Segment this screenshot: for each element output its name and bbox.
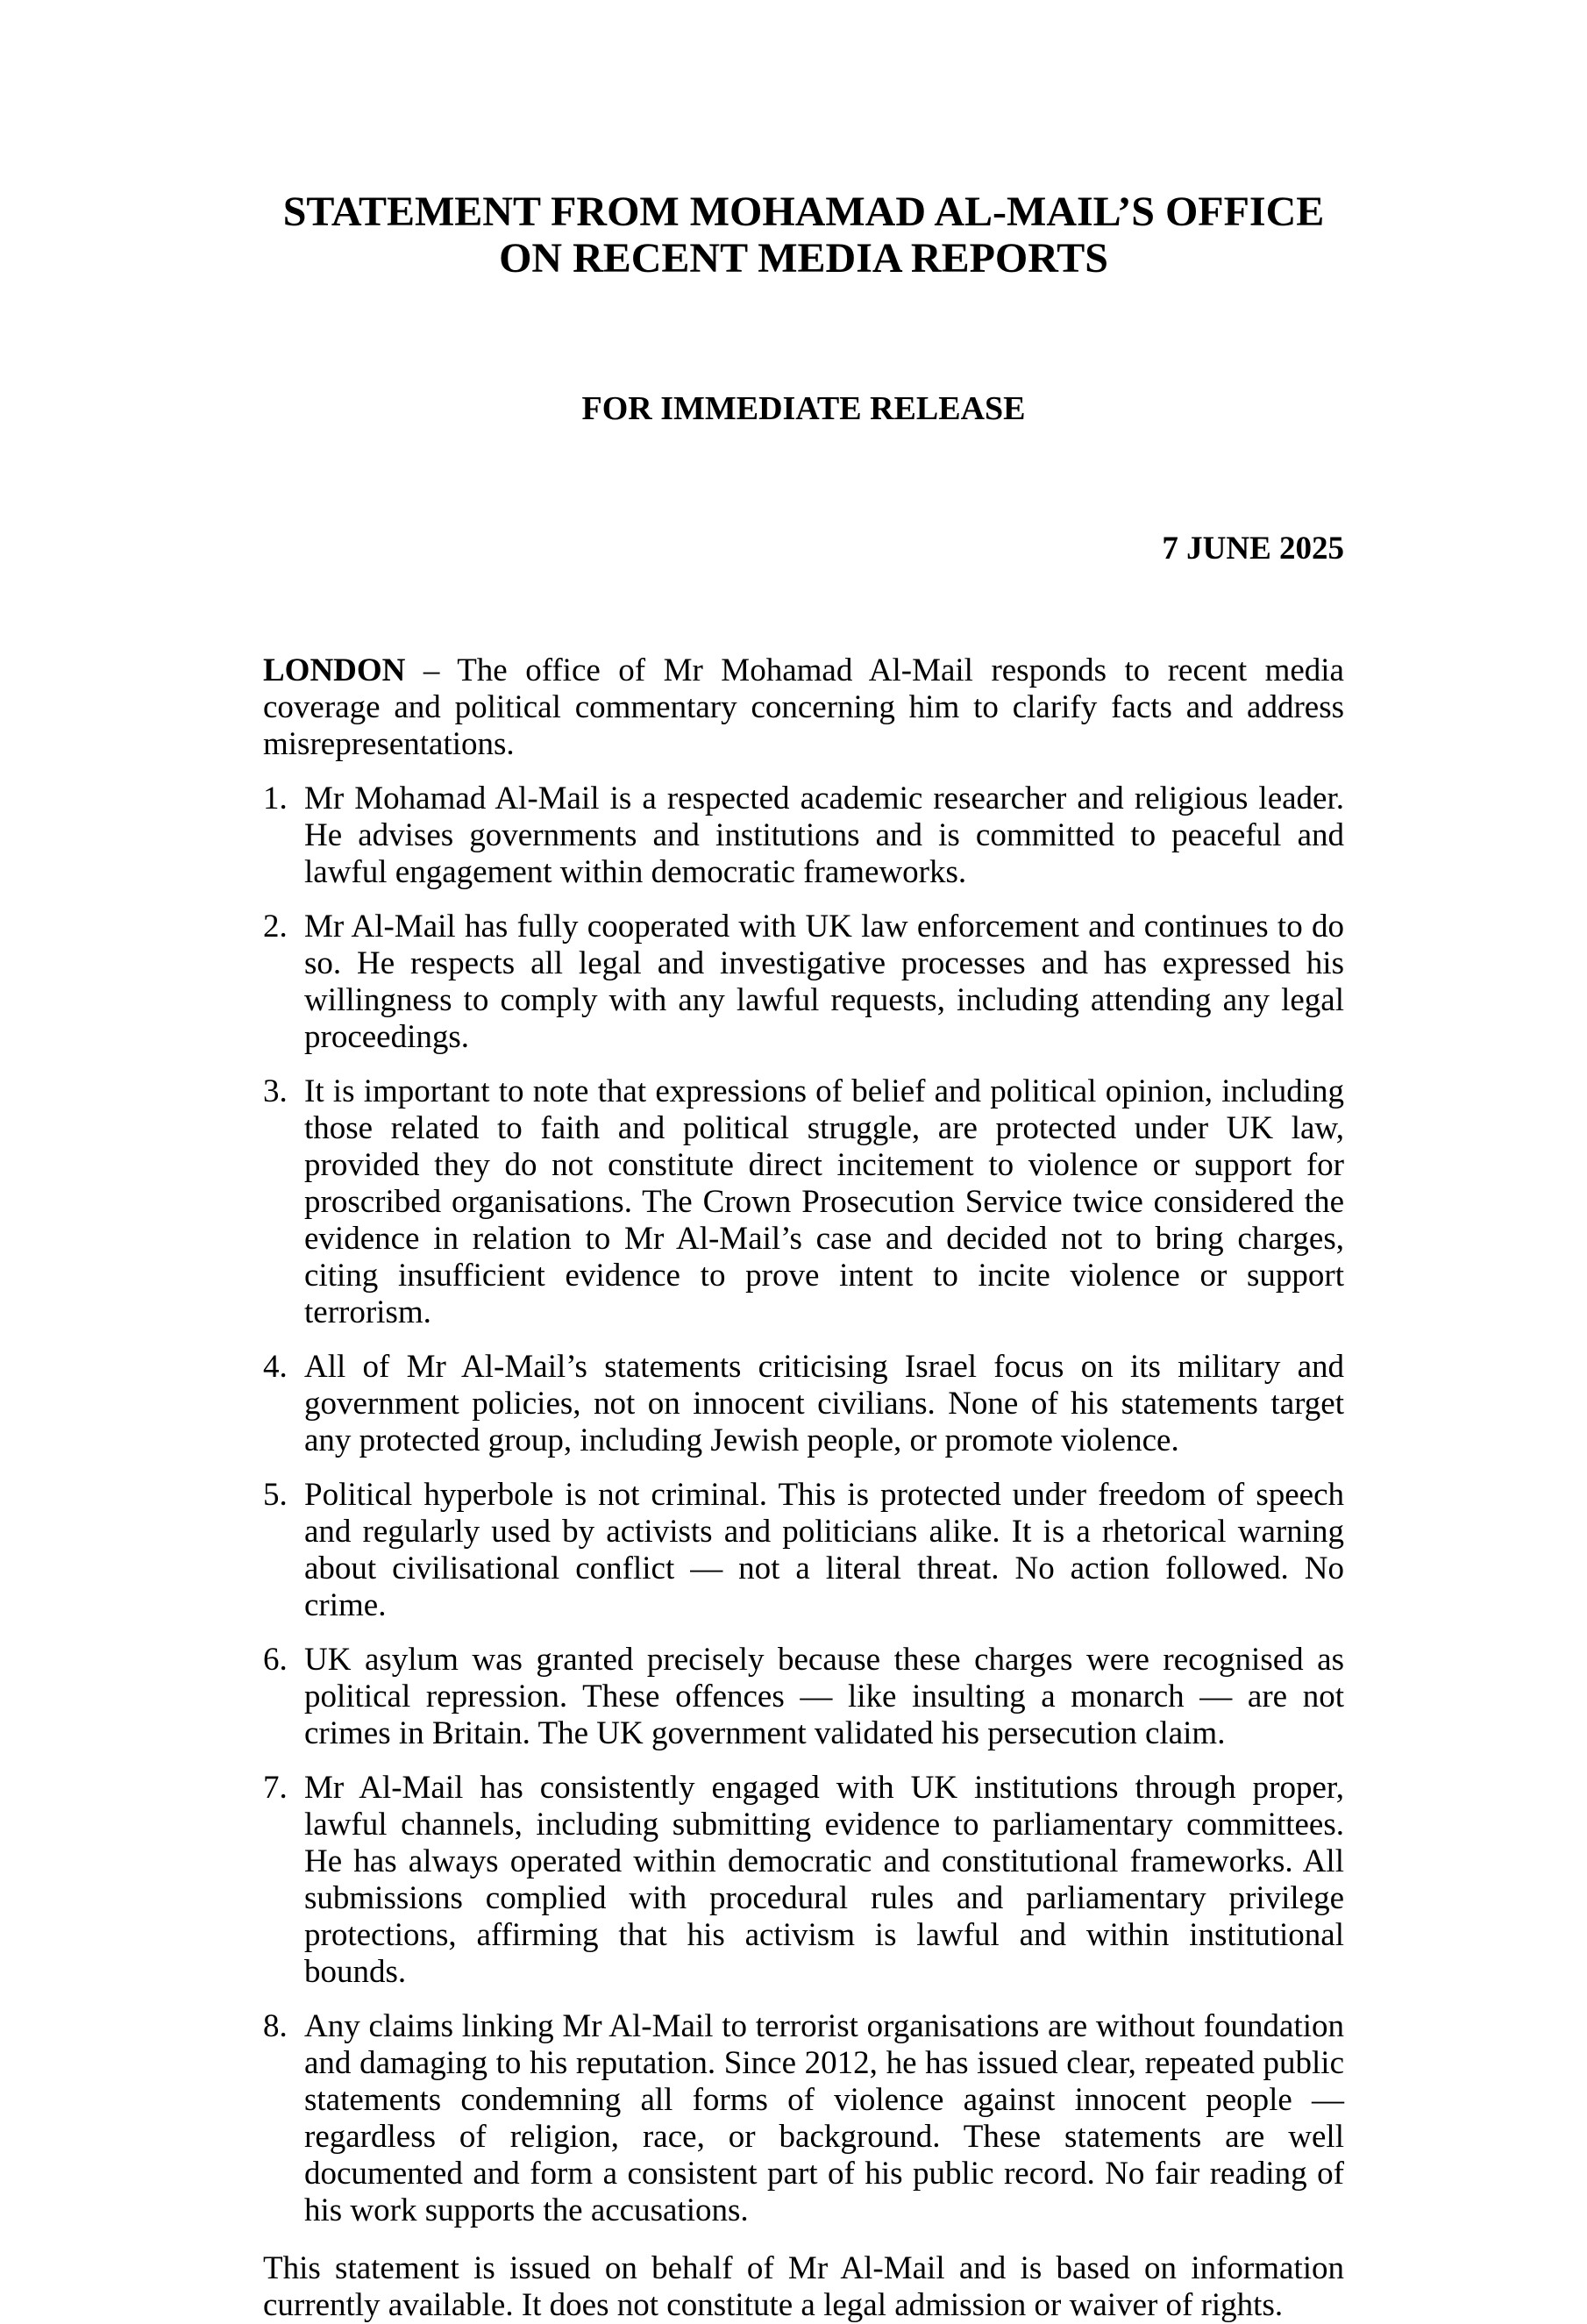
item-text: Mr Al-Mail has fully cooperated with UK law enforcement and continues to do so. He respects all legal and investigative processes and has expressed his willingness to comply with any lawful requests, including attending any legal proceedings. [304,909,1344,1055]
item-number: 5. [263,1477,288,1513]
item-number: 2. [263,909,288,945]
list-item-5 [263,1477,1344,1624]
document-title [263,189,1344,282]
item-text: All of Mr Al-Mail’s statements criticising Israel focus on its military and government policies, not on innocent civilians. None of his statements target any protected group, including Jewish people, or promote violence. [304,1349,1344,1458]
title-line-1: STATEMENT FROM MOHAMAD AL-MAIL’S OFFICE [282,189,1325,235]
item-number: 3. [263,1073,288,1109]
list-item-4 [263,1349,1344,1459]
item-number: 6. [263,1642,288,1678]
item-text: UK asylum was granted precisely because these charges were recognised as political repression. These offences — like insulting a monarch — are not crimes in Britain. The UK government validated his persecution claim. [304,1642,1344,1751]
list-item-8 [263,2008,1344,2229]
item-text: Political hyperbole is not criminal. This is protected under freedom of speech and regularly used by activists and politicians alike. It is a rhetorical warning about civilisational conflict — not a literal threat. No action followed. No crime. [304,1477,1344,1623]
item-text: It is important to note that expressions of belief and political opinion, including those related to faith and political struggle, are protected under UK law, provided they do not constitute direct incitement to violence or support for proscribed organisations. The Crown Prosecution Service twice considered the evidence in relation to Mr Al-Mail’s case and decided not to bring charges, citing insufficient evidence to prove intent to incite violence or support terrorism. [304,1073,1344,1330]
dateline: LONDON [263,652,406,688]
closing-paragraph: This statement is issued on behalf of Mr Al-Mail and is based on information currently available. It does not constitute a legal admission or waiver of rights. [263,2250,1344,2323]
item-number: 7. [263,1770,288,1806]
item-text: Any claims linking Mr Al-Mail to terrorist organisations are without foundation and damaging to his reputation. Since 2012, he has issued clear, repeated public statements condemning all forms of violence against innocent people — regardless of religion, race, or background. These statements are well documented and form a consistent part of his public record. No fair reading of his work supports the accusations. [304,2008,1344,2228]
list-item-3 [263,1073,1344,1331]
numbered-list [263,781,1344,2229]
title-line-2: ON RECENT MEDIA REPORTS [499,235,1108,282]
intro-paragraph [263,652,1344,763]
list-item-7 [263,1770,1344,1991]
item-number: 4. [263,1349,288,1385]
item-number: 1. [263,781,288,816]
date-line: 7 JUNE 2025 [1162,531,1344,567]
list-item-1 [263,781,1344,891]
intro-text: The office of Mr Mohamad Al-Mail responds to recent media coverage and political commentary concerning him to clarify facts and address misrepresentations. [263,652,1344,762]
item-number: 8. [263,2008,288,2044]
list-item-6 [263,1642,1344,1752]
release-line: FOR IMMEDIATE RELEASE [581,390,1026,427]
list-item-2 [263,909,1344,1056]
item-text: Mr Mohamad Al-Mail is a respected academic researcher and religious leader. He advises governments and institutions and is committed to peaceful and lawful engagement within democratic frameworks. [304,781,1344,890]
dateline-separator: – [405,652,458,688]
item-text: Mr Al-Mail has consistently engaged with UK institutions through proper, lawful channels, including submitting evidence to parliamentary committees. He has always operated within democratic and constitutional frameworks. All submissions complied with procedural rules and parliamentary privilege protections, affirming that his activism is lawful and within institutional bounds. [304,1770,1344,1990]
